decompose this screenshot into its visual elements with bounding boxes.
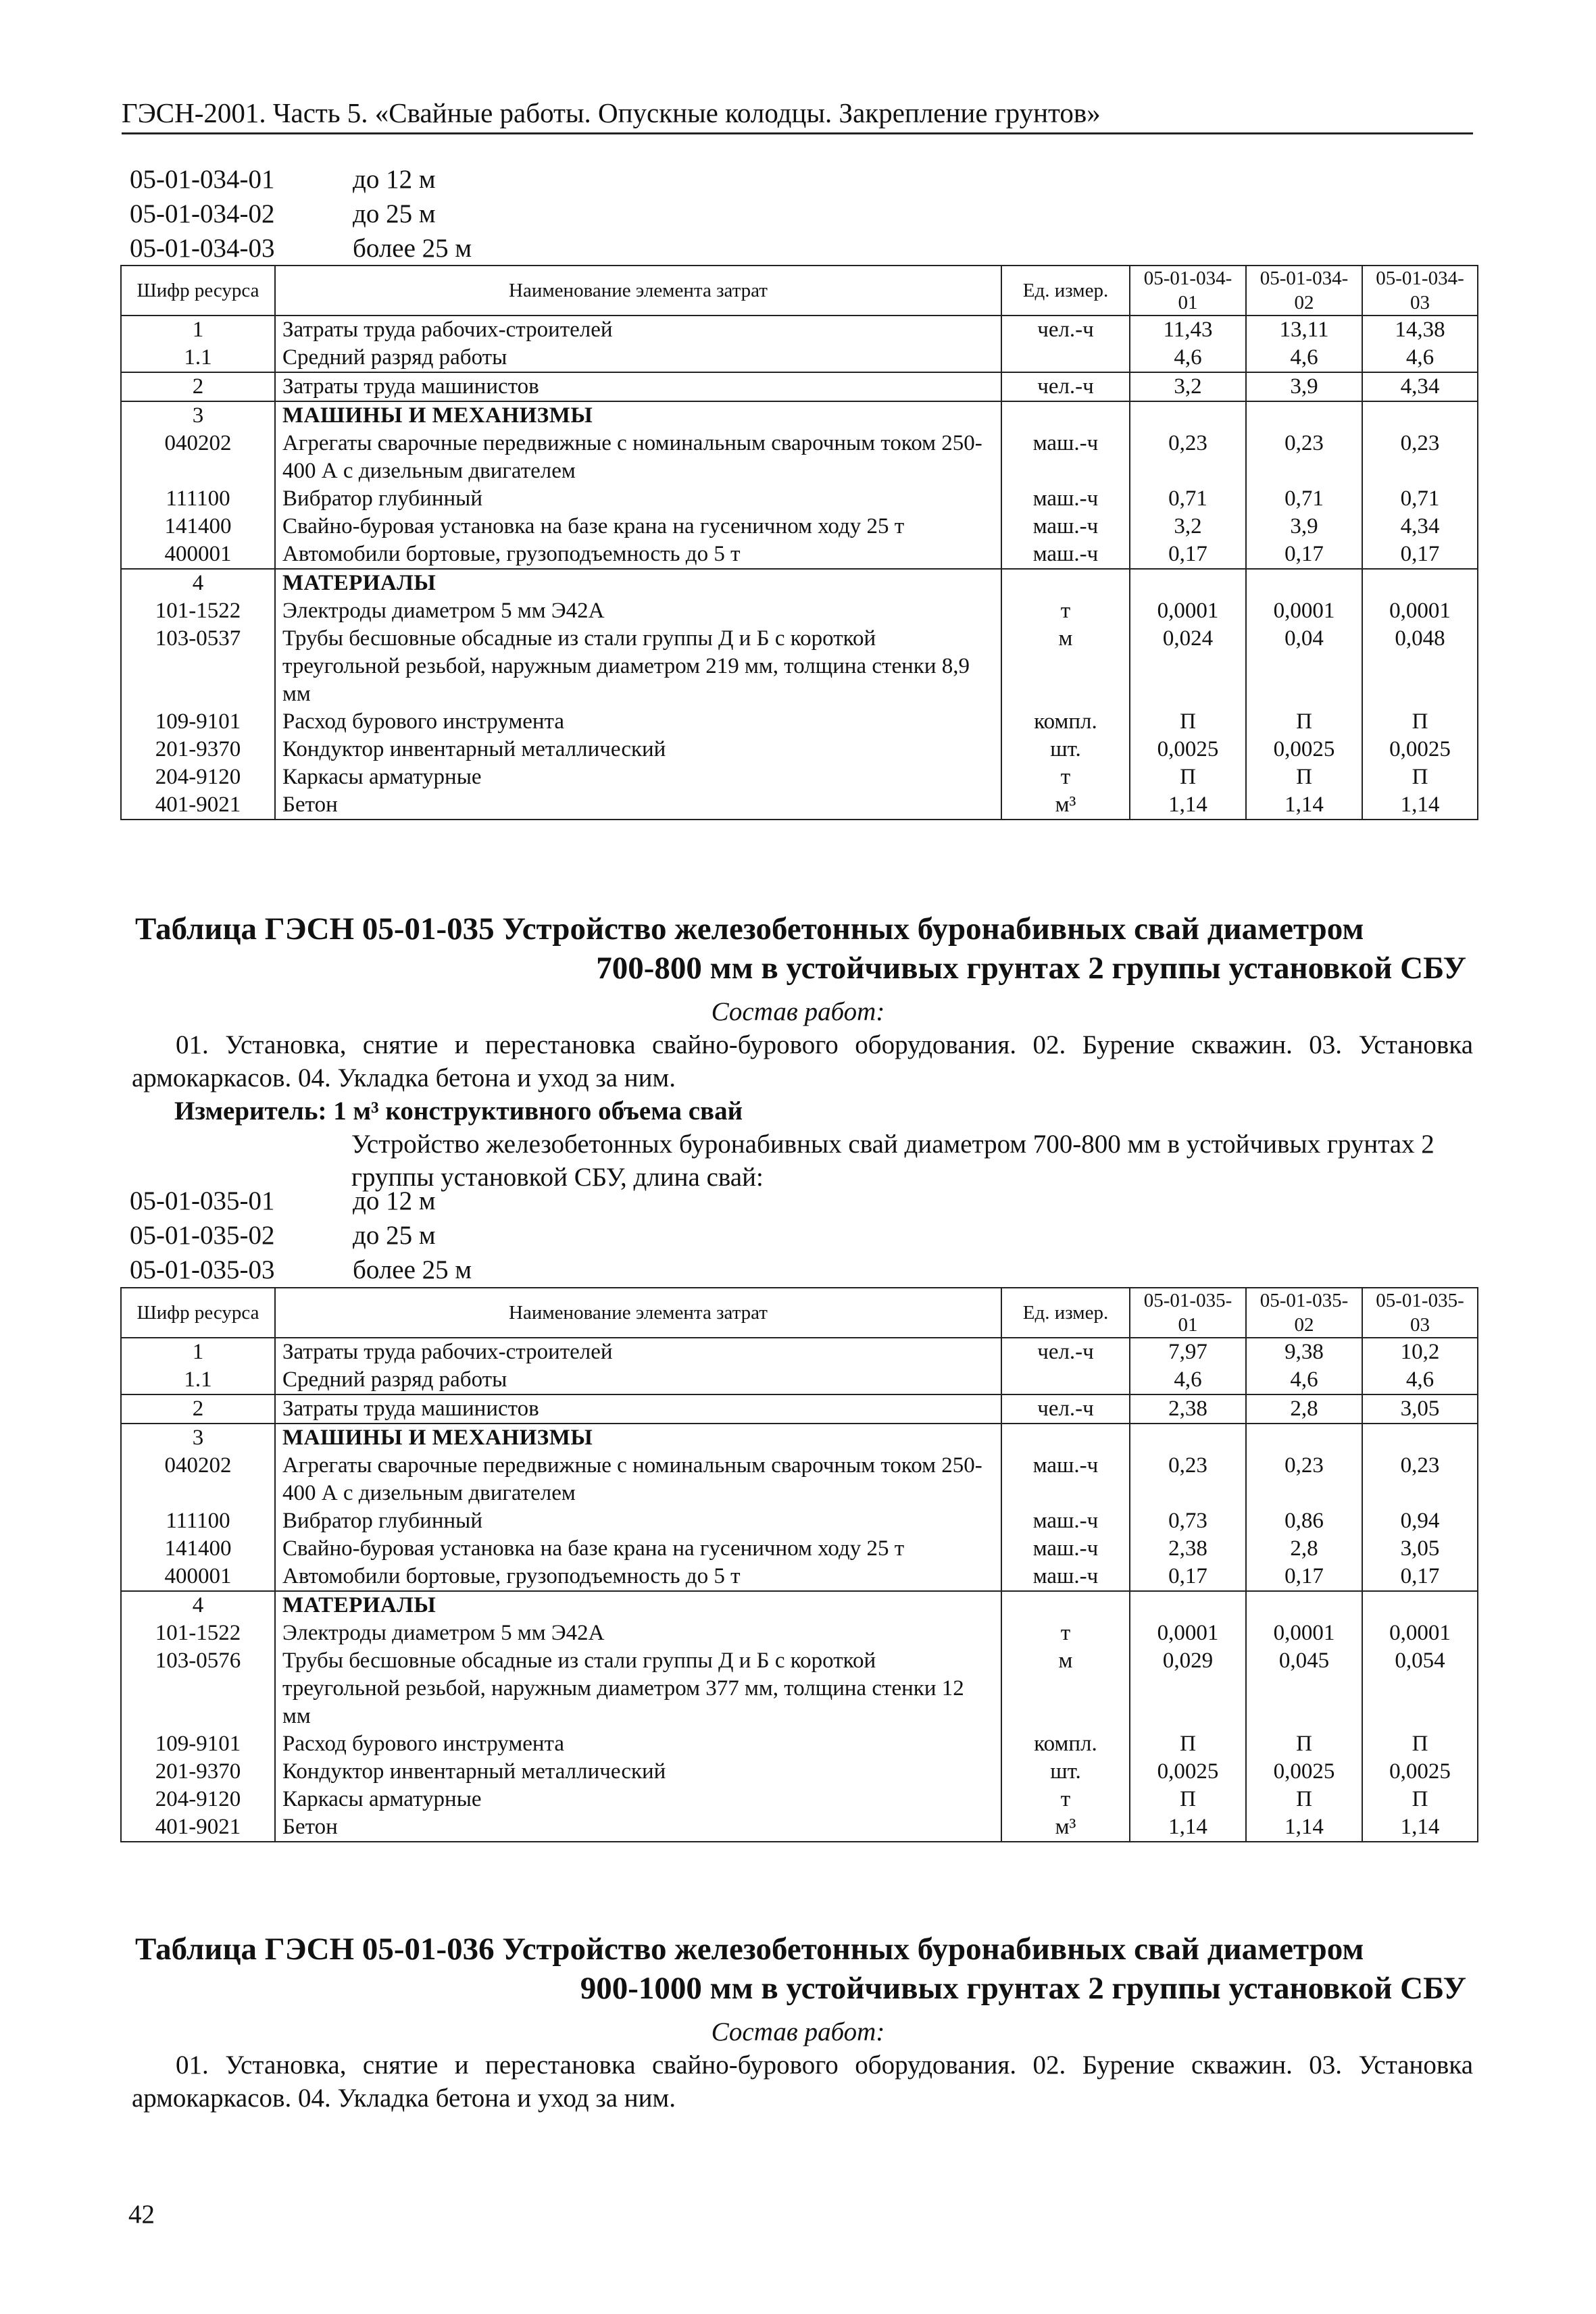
cell-value: 0,17 xyxy=(1130,540,1246,569)
cell-value: 0,23 xyxy=(1362,1452,1478,1507)
cell-value xyxy=(1130,1591,1246,1619)
cell-unit: маш.-ч xyxy=(1001,1535,1130,1563)
cell-unit: маш.-ч xyxy=(1001,540,1130,569)
table-row xyxy=(121,1366,1478,1394)
table-row xyxy=(121,1507,1478,1535)
cell-value xyxy=(1362,1591,1478,1619)
col-header-unit: Ед. измер. xyxy=(1001,1288,1130,1338)
cell-value: 2,38 xyxy=(1130,1394,1246,1424)
cell-code: 2 xyxy=(121,372,275,401)
code-list-034 xyxy=(130,162,472,266)
cell-value: 0,0001 xyxy=(1362,1619,1478,1647)
cell-value: 0,23 xyxy=(1246,1452,1362,1507)
code-list-035 xyxy=(130,1184,472,1287)
cell-unit: маш.-ч xyxy=(1001,1563,1130,1591)
page-number: 42 xyxy=(128,2200,155,2229)
cell-value: П xyxy=(1246,708,1362,736)
cell-name: Бетон xyxy=(275,791,1001,820)
cell-value: П xyxy=(1362,708,1478,736)
cell-name: Каркасы арматурные xyxy=(275,763,1001,791)
cell-value: 11,43 xyxy=(1130,316,1246,344)
cell-value: 3,9 xyxy=(1246,513,1362,540)
code-label: более 25 м xyxy=(353,1255,472,1284)
cell-unit: шт. xyxy=(1001,736,1130,763)
cell-value: 0,0025 xyxy=(1362,1758,1478,1786)
cell-value: 4,6 xyxy=(1130,344,1246,372)
cell-value: 0,029 xyxy=(1130,1647,1246,1730)
cell-name: Затраты труда рабочих-строителей xyxy=(275,1338,1001,1366)
code: 05-01-035-02 xyxy=(130,1221,275,1250)
cell-value: П xyxy=(1362,763,1478,791)
cell-code: 040202 xyxy=(121,1452,275,1507)
cell-value: 0,0025 xyxy=(1130,1758,1246,1786)
cell-name: Свайно-буровая установка на базе крана на гусеничном ходу 25 т xyxy=(275,513,1001,540)
cell-name: Затраты труда рабочих-строителей xyxy=(275,316,1001,344)
table-row xyxy=(121,1591,1478,1619)
cell-value: 9,38 xyxy=(1246,1338,1362,1366)
table-row xyxy=(121,763,1478,791)
cell-value: 0,0001 xyxy=(1246,597,1362,625)
cell-value xyxy=(1246,1591,1362,1619)
code-row xyxy=(130,1184,472,1218)
cell-name: Расход бурового инструмента xyxy=(275,1730,1001,1758)
cell-unit: чел.-ч xyxy=(1001,1338,1130,1366)
table-row xyxy=(121,1452,1478,1507)
cell-name: Трубы бесшовные обсадные из стали группы Д и Б с короткой треугольной резьбой, наружным диаметром 377 мм, толщина стенки 12 мм xyxy=(275,1647,1001,1730)
cell-code: 3 xyxy=(121,401,275,430)
cell-value: 2,8 xyxy=(1246,1394,1362,1424)
cell-value: П xyxy=(1130,1786,1246,1813)
works-text: 01. Установка, снятие и перестановка свайно-бурового оборудования. 02. Бурение скважин. 03. Установка армокаркасов. 04. Укладка бетона и уход за ним. xyxy=(132,2051,1473,2113)
works-label: Состав работ: xyxy=(711,997,885,1026)
cell-unit xyxy=(1001,401,1130,430)
cell-name: Вибратор глубинный xyxy=(275,1507,1001,1535)
cell-code: 1.1 xyxy=(121,344,275,372)
cell-value: 3,9 xyxy=(1246,372,1362,401)
code-row xyxy=(130,1253,472,1287)
cell-value: 0,23 xyxy=(1130,430,1246,485)
cell-value: 0,045 xyxy=(1246,1647,1362,1730)
cell-value: 0,0001 xyxy=(1130,597,1246,625)
cell-value: 0,94 xyxy=(1362,1507,1478,1535)
cell-unit xyxy=(1001,1591,1130,1619)
table-row xyxy=(121,708,1478,736)
cell-value: 0,23 xyxy=(1246,430,1362,485)
col-header-norm: 05-01-034-02 xyxy=(1246,266,1362,316)
cell-unit xyxy=(1001,1424,1130,1452)
table-row xyxy=(121,513,1478,540)
cell-unit: маш.-ч xyxy=(1001,1452,1130,1507)
cell-value xyxy=(1130,569,1246,597)
cell-value: 3,2 xyxy=(1130,372,1246,401)
cell-value: 1,14 xyxy=(1362,791,1478,820)
cell-unit: т xyxy=(1001,597,1130,625)
cell-value: 0,86 xyxy=(1246,1507,1362,1535)
cell-value: 0,17 xyxy=(1362,1563,1478,1591)
cell-name: Затраты труда машинистов xyxy=(275,372,1001,401)
cell-value: 13,11 xyxy=(1246,316,1362,344)
table-row xyxy=(121,1338,1478,1366)
code: 05-01-034-01 xyxy=(130,165,275,194)
measure-unit: Измеритель: 1 м³ конструктивного объема свай xyxy=(174,1097,743,1126)
table-row xyxy=(121,1730,1478,1758)
table-row xyxy=(121,736,1478,763)
cell-value: П xyxy=(1246,1786,1362,1813)
cell-unit: компл. xyxy=(1001,1730,1130,1758)
works-label: Состав работ: xyxy=(711,2017,885,2046)
code: 05-01-035-01 xyxy=(130,1186,275,1215)
cell-value: 3,2 xyxy=(1130,513,1246,540)
cell-value: 1,14 xyxy=(1362,1813,1478,1842)
table-row xyxy=(121,344,1478,372)
col-header-name: Наименование элемента затрат xyxy=(275,266,1001,316)
cell-name: Свайно-буровая установка на базе крана на гусеничном ходу 25 т xyxy=(275,1535,1001,1563)
cell-code: 111100 xyxy=(121,485,275,513)
table-row xyxy=(121,1535,1478,1563)
cell-value: П xyxy=(1246,763,1362,791)
cell-code: 1 xyxy=(121,1338,275,1366)
cell-unit: маш.-ч xyxy=(1001,485,1130,513)
cell-code: 201-9370 xyxy=(121,1758,275,1786)
col-header-norm: 05-01-034-03 xyxy=(1362,266,1478,316)
table-row xyxy=(121,485,1478,513)
cell-code: 1 xyxy=(121,316,275,344)
cell-value: П xyxy=(1362,1730,1478,1758)
cell-name: Каркасы арматурные xyxy=(275,1786,1001,1813)
cell-value xyxy=(1362,401,1478,430)
cell-value: 4,34 xyxy=(1362,513,1478,540)
cell-code: 111100 xyxy=(121,1507,275,1535)
cell-value: 0,0025 xyxy=(1130,736,1246,763)
cell-value: П xyxy=(1130,1730,1246,1758)
col-header-norm: 05-01-035-02 xyxy=(1246,1288,1362,1338)
cell-code: 101-1522 xyxy=(121,1619,275,1647)
cell-name: МАТЕРИАЛЫ xyxy=(275,1591,1001,1619)
col-header-code: Шифр ресурса xyxy=(121,1288,275,1338)
cell-name: Агрегаты сварочные передвижные с номинальным сварочным током 250-400 А с дизельным двигателем xyxy=(275,430,1001,485)
table-row xyxy=(121,540,1478,569)
cell-name: Трубы бесшовные обсадные из стали группы Д и Б с короткой треугольной резьбой, наружным диаметром 219 мм, толщина стенки 8,9 мм xyxy=(275,625,1001,708)
cell-value: 0,71 xyxy=(1362,485,1478,513)
cell-value: 1,14 xyxy=(1246,791,1362,820)
code-label: до 25 м xyxy=(353,1221,436,1250)
col-header-name: Наименование элемента затрат xyxy=(275,1288,1001,1338)
cell-value: 4,6 xyxy=(1130,1366,1246,1394)
cell-code: 400001 xyxy=(121,1563,275,1591)
cell-value xyxy=(1246,401,1362,430)
cell-code: 141400 xyxy=(121,1535,275,1563)
cell-value: 7,97 xyxy=(1130,1338,1246,1366)
cell-value: 0,054 xyxy=(1362,1647,1478,1730)
cell-value xyxy=(1130,401,1246,430)
table-row xyxy=(121,1619,1478,1647)
cell-unit: м xyxy=(1001,1647,1130,1730)
cell-value: П xyxy=(1130,763,1246,791)
col-header-unit: Ед. измер. xyxy=(1001,266,1130,316)
cell-code: 401-9021 xyxy=(121,1813,275,1842)
cell-value: 3,05 xyxy=(1362,1535,1478,1563)
cell-value: 3,05 xyxy=(1362,1394,1478,1424)
code-label: до 12 м xyxy=(353,1186,436,1215)
cell-unit: т xyxy=(1001,1786,1130,1813)
table-row xyxy=(121,1424,1478,1452)
cell-value: 4,6 xyxy=(1362,1366,1478,1394)
cell-value: П xyxy=(1130,708,1246,736)
table-row xyxy=(121,791,1478,820)
cell-name: МАТЕРИАЛЫ xyxy=(275,569,1001,597)
code-row xyxy=(130,197,472,231)
title-line: Таблица ГЭСН 05-01-036 Устройство железобетонных буронабивных свай диаметром xyxy=(135,1932,1364,1967)
cell-unit: компл. xyxy=(1001,708,1130,736)
cell-name: Автомобили бортовые, грузоподъемность до 5 т xyxy=(275,540,1001,569)
cell-value xyxy=(1246,1424,1362,1452)
cell-code: 4 xyxy=(121,569,275,597)
cell-unit: м³ xyxy=(1001,791,1130,820)
title-line: 700-800 мм в устойчивых грунтах 2 группы установкой СБУ xyxy=(596,951,1466,986)
cell-unit: м³ xyxy=(1001,1813,1130,1842)
cell-unit: чел.-ч xyxy=(1001,1394,1130,1424)
cell-name: Агрегаты сварочные передвижные с номинальным сварочным током 250-400 А с дизельным двигателем xyxy=(275,1452,1001,1507)
cell-value: 0,04 xyxy=(1246,625,1362,708)
cell-code: 101-1522 xyxy=(121,597,275,625)
code-row xyxy=(130,1218,472,1253)
cell-value: П xyxy=(1246,1730,1362,1758)
cell-code: 201-9370 xyxy=(121,736,275,763)
cell-value: 0,0001 xyxy=(1246,1619,1362,1647)
code-row xyxy=(130,231,472,266)
cell-code: 109-9101 xyxy=(121,1730,275,1758)
cell-name: Средний разряд работы xyxy=(275,344,1001,372)
table-row xyxy=(121,1786,1478,1813)
table-row xyxy=(121,430,1478,485)
cell-value: 4,6 xyxy=(1246,344,1362,372)
cell-code: 040202 xyxy=(121,430,275,485)
cell-value xyxy=(1362,569,1478,597)
cell-value: 2,8 xyxy=(1246,1535,1362,1563)
pile-description: Устройство железобетонных буронабивных свай диаметром 700-800 мм в устойчивых грунтах 2 группы установкой СБУ, длина свай: xyxy=(351,1130,1435,1192)
cell-value: 0,17 xyxy=(1130,1563,1246,1591)
cell-code: 2 xyxy=(121,1394,275,1424)
cell-unit: чел.-ч xyxy=(1001,316,1130,344)
cell-value: 14,38 xyxy=(1362,316,1478,344)
table-row xyxy=(121,569,1478,597)
cell-code: 4 xyxy=(121,1591,275,1619)
cell-code: 400001 xyxy=(121,540,275,569)
table-row xyxy=(121,1758,1478,1786)
cell-unit: м xyxy=(1001,625,1130,708)
col-header-norm: 05-01-035-01 xyxy=(1130,1288,1246,1338)
cell-name: Кондуктор инвентарный металлический xyxy=(275,736,1001,763)
code-label: до 25 м xyxy=(353,199,436,228)
table-header-row xyxy=(121,266,1478,316)
table-row xyxy=(121,1563,1478,1591)
cell-name: Электроды диаметром 5 мм Э42А xyxy=(275,1619,1001,1647)
cell-name: Затраты труда машинистов xyxy=(275,1394,1001,1424)
code: 05-01-034-02 xyxy=(130,199,275,228)
cell-value: 0,17 xyxy=(1246,1563,1362,1591)
table-title-036 xyxy=(135,1930,1473,2008)
resource-table-034 xyxy=(120,265,1478,820)
cell-value: 0,048 xyxy=(1362,625,1478,708)
table-title-035 xyxy=(135,909,1473,988)
code-label: до 12 м xyxy=(353,165,436,194)
cell-value: 0,71 xyxy=(1130,485,1246,513)
title-line: Таблица ГЭСН 05-01-035 Устройство железобетонных буронабивных свай диаметром xyxy=(135,911,1364,947)
cell-unit: чел.-ч xyxy=(1001,372,1130,401)
cell-value: 0,0001 xyxy=(1130,1619,1246,1647)
cell-code: 204-9120 xyxy=(121,1786,275,1813)
cell-name: Средний разряд работы xyxy=(275,1366,1001,1394)
cell-name: Автомобили бортовые, грузоподъемность до 5 т xyxy=(275,1563,1001,1591)
cell-value: 4,6 xyxy=(1246,1366,1362,1394)
cell-name: Электроды диаметром 5 мм Э42А xyxy=(275,597,1001,625)
cell-unit xyxy=(1001,344,1130,372)
table-header-row xyxy=(121,1288,1478,1338)
table-row xyxy=(121,316,1478,344)
cell-unit: т xyxy=(1001,1619,1130,1647)
code-label: более 25 м xyxy=(353,234,472,263)
col-header-norm: 05-01-035-03 xyxy=(1362,1288,1478,1338)
code: 05-01-035-03 xyxy=(130,1255,275,1284)
cell-value: 0,024 xyxy=(1130,625,1246,708)
cell-code: 1.1 xyxy=(121,1366,275,1394)
cell-unit: маш.-ч xyxy=(1001,430,1130,485)
code: 05-01-034-03 xyxy=(130,234,275,263)
table-row xyxy=(121,625,1478,708)
table-row xyxy=(121,597,1478,625)
title-line: 900-1000 мм в устойчивых грунтах 2 группы установкой СБУ xyxy=(580,1971,1466,2006)
table-row xyxy=(121,401,1478,430)
cell-value: 4,34 xyxy=(1362,372,1478,401)
cell-code: 141400 xyxy=(121,513,275,540)
cell-value: 0,23 xyxy=(1130,1452,1246,1507)
cell-value xyxy=(1246,569,1362,597)
table-row xyxy=(121,1394,1478,1424)
cell-value: 0,71 xyxy=(1246,485,1362,513)
table-row xyxy=(121,1647,1478,1730)
cell-value: 0,0001 xyxy=(1362,597,1478,625)
cell-value: 0,0025 xyxy=(1246,736,1362,763)
cell-name: Вибратор глубинный xyxy=(275,485,1001,513)
cell-value: П xyxy=(1362,1786,1478,1813)
cell-value: 10,2 xyxy=(1362,1338,1478,1366)
cell-unit: маш.-ч xyxy=(1001,1507,1130,1535)
cell-code: 401-9021 xyxy=(121,791,275,820)
cell-value: 0,17 xyxy=(1246,540,1362,569)
cell-value: 0,0025 xyxy=(1362,736,1478,763)
cell-name: Кондуктор инвентарный металлический xyxy=(275,1758,1001,1786)
cell-unit: т xyxy=(1001,763,1130,791)
cell-name: Бетон xyxy=(275,1813,1001,1842)
table-row xyxy=(121,372,1478,401)
running-header: ГЭСН-2001. Часть 5. «Свайные работы. Опускные колодцы. Закрепление грунтов» xyxy=(122,96,1473,134)
cell-code: 103-0537 xyxy=(121,625,275,708)
cell-code: 109-9101 xyxy=(121,708,275,736)
resource-table-035 xyxy=(120,1287,1478,1842)
code-row xyxy=(130,162,472,197)
cell-name: МАШИНЫ И МЕХАНИЗМЫ xyxy=(275,401,1001,430)
col-header-norm: 05-01-034-01 xyxy=(1130,266,1246,316)
cell-code: 103-0576 xyxy=(121,1647,275,1730)
col-header-code: Шифр ресурса xyxy=(121,266,275,316)
cell-code: 204-9120 xyxy=(121,763,275,791)
cell-value xyxy=(1130,1424,1246,1452)
cell-value: 4,6 xyxy=(1362,344,1478,372)
cell-name: МАШИНЫ И МЕХАНИЗМЫ xyxy=(275,1424,1001,1452)
cell-unit xyxy=(1001,1366,1130,1394)
cell-unit: шт. xyxy=(1001,1758,1130,1786)
cell-value: 1,14 xyxy=(1246,1813,1362,1842)
cell-value xyxy=(1362,1424,1478,1452)
cell-value: 0,23 xyxy=(1362,430,1478,485)
cell-value: 1,14 xyxy=(1130,791,1246,820)
cell-unit: маш.-ч xyxy=(1001,513,1130,540)
cell-name: Расход бурового инструмента xyxy=(275,708,1001,736)
cell-value: 0,73 xyxy=(1130,1507,1246,1535)
works-text: 01. Установка, снятие и перестановка свайно-бурового оборудования. 02. Бурение скважин. 03. Установка армокаркасов. 04. Укладка бетона и уход за ним. xyxy=(132,1030,1473,1092)
cell-value: 0,0025 xyxy=(1246,1758,1362,1786)
table-row xyxy=(121,1813,1478,1842)
cell-value: 0,17 xyxy=(1362,540,1478,569)
cell-value: 2,38 xyxy=(1130,1535,1246,1563)
cell-unit xyxy=(1001,569,1130,597)
cell-value: 1,14 xyxy=(1130,1813,1246,1842)
cell-code: 3 xyxy=(121,1424,275,1452)
